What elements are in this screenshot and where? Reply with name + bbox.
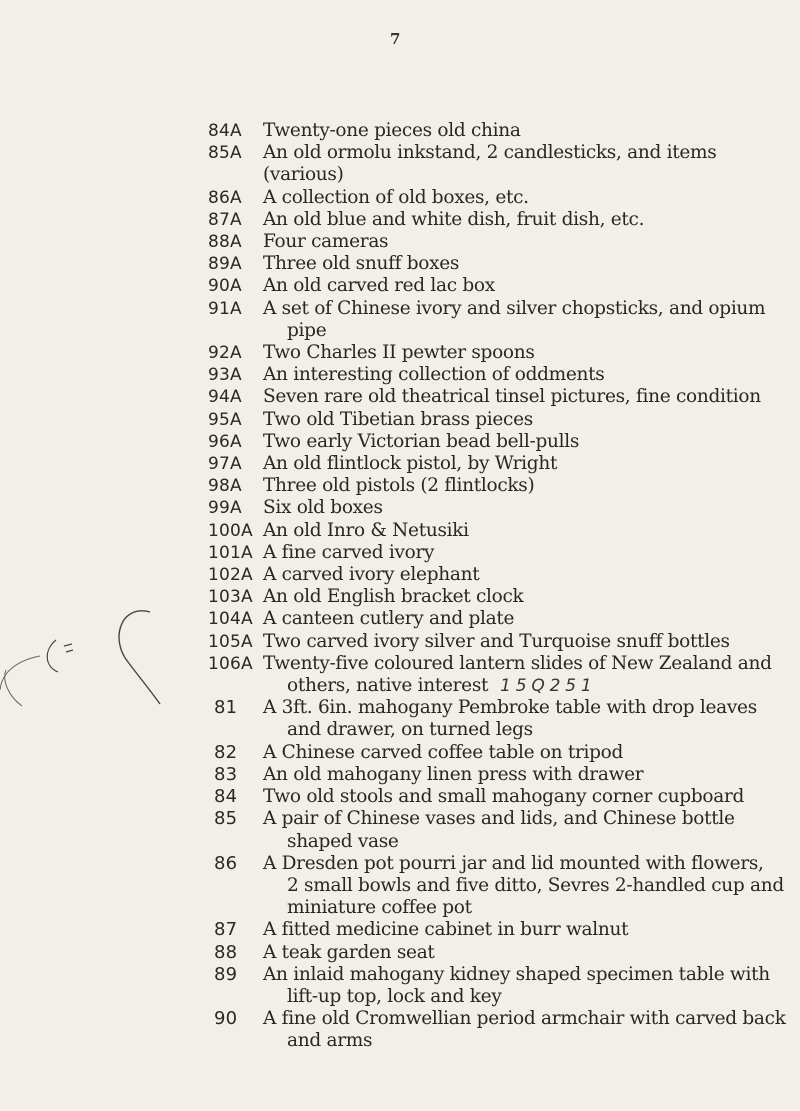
lot-number: 102A (208, 565, 253, 586)
lot-description-line: Twenty-five coloured lantern slides of New Zealand and (263, 652, 772, 674)
lot-number: 105A (208, 631, 253, 652)
lot-description-continuation (263, 875, 788, 897)
lot-description-line: A pair of Chinese vases and lids, and Chinese bottle (263, 808, 735, 830)
lot-entry (208, 697, 788, 741)
lot-description (263, 853, 788, 920)
lot-entry (208, 942, 788, 964)
lot-description-line: A fitted medicine cabinet in burr walnut (263, 919, 629, 941)
lot-description-continuation (263, 1030, 788, 1052)
lot-description (263, 608, 788, 630)
lot-number: 87 (214, 919, 238, 941)
lot-entry (208, 542, 788, 564)
lot-description (263, 808, 788, 852)
lot-entry (208, 853, 788, 920)
lot-description (263, 209, 788, 231)
lot-number: 89 (214, 963, 238, 985)
lot-number: 92A (208, 343, 242, 364)
lot-number: 87A (208, 209, 242, 230)
lot-number: 81 (214, 697, 238, 719)
lot-number: 99A (208, 498, 242, 519)
lot-description-line: A set of Chinese ivory and silver chopsticks, and opium (263, 297, 766, 319)
lot-entry (208, 808, 788, 852)
lot-number: 90A (208, 276, 242, 297)
lot-entry (208, 142, 788, 186)
lot-description-line: Four cameras (263, 231, 389, 253)
lot-list (208, 120, 788, 1053)
lot-number: 88A (208, 232, 242, 253)
lot-description-line: A collection of old boxes, etc. (263, 186, 529, 208)
lot-description (263, 586, 788, 608)
lot-description-line: An interesting collection of oddments (263, 364, 605, 386)
lot-number: 97A (208, 454, 242, 475)
page-number: 7 (390, 30, 401, 48)
lot-description-line: Two Charles II pewter spoons (263, 342, 535, 364)
lot-description (263, 919, 788, 941)
lot-number: 84 (214, 786, 238, 808)
lot-entry (208, 431, 788, 453)
margin-bracket-marking (0, 600, 210, 710)
lot-description-line: A 3ft. 6in. mahogany Pembroke table with drop leaves (263, 697, 757, 719)
lot-continuation-text: lift-up top, lock and key (287, 985, 502, 1007)
lot-description-continuation (263, 897, 788, 919)
lot-description (263, 453, 788, 475)
lot-description (263, 364, 788, 386)
lot-description-line: Three old pistols (2 flintlocks) (263, 475, 535, 497)
lot-description (263, 120, 788, 142)
lot-number: 86 (214, 852, 238, 874)
lot-entry (208, 520, 788, 542)
lot-number: 83 (214, 763, 238, 785)
lot-description-line: A Chinese carved coffee table on tripod (263, 741, 624, 763)
lot-description (263, 542, 788, 564)
lot-description-continuation (263, 719, 788, 741)
lot-entry (208, 475, 788, 497)
lot-entry (208, 209, 788, 231)
lot-description (263, 764, 788, 786)
lot-description (263, 409, 788, 431)
lot-description-line: Two old stools and small mahogany corner cupboard (263, 786, 745, 808)
lot-description-line: Two early Victorian bead bell-pulls (263, 430, 580, 452)
lot-description-line: A teak garden seat (263, 941, 435, 963)
lot-entry (208, 964, 788, 1008)
lot-description (263, 742, 788, 764)
lot-description (263, 697, 788, 741)
lot-number: 95A (208, 409, 242, 430)
lot-entry (208, 231, 788, 253)
lot-entry (208, 386, 788, 408)
lot-description-line: An old ormolu inkstand, 2 candlesticks, and items (various) (263, 142, 717, 186)
lot-description-line: A canteen cutlery and plate (263, 608, 515, 630)
lot-description (263, 475, 788, 497)
lot-entry (208, 253, 788, 275)
lot-description (263, 942, 788, 964)
lot-description (263, 631, 788, 653)
lot-description (263, 1008, 788, 1052)
lot-description (263, 786, 788, 808)
lot-entry (208, 187, 788, 209)
lot-continuation-text: others, native interest (287, 675, 489, 697)
lot-description-line: Seven rare old theatrical tinsel pictures, fine condition (263, 386, 761, 408)
handwritten-annotation: 1 5 Q 2 5 1 (500, 676, 592, 697)
lot-number: 96A (208, 431, 242, 452)
lot-number: 98A (208, 476, 242, 497)
lot-number: 91A (208, 298, 242, 319)
lot-number: 101A (208, 542, 253, 563)
lot-description (263, 386, 788, 408)
lot-description-line: Two carved ivory silver and Turquoise snuff bottles (263, 630, 730, 652)
lot-entry (208, 453, 788, 475)
lot-description (263, 231, 788, 253)
lot-continuation-text: 2 small bowls and five ditto, Sevres 2-handled cup and (287, 874, 784, 896)
lot-entry (208, 742, 788, 764)
lot-description (263, 964, 788, 1008)
lot-continuation-text: pipe (287, 319, 327, 341)
lot-number: 100A (208, 520, 253, 541)
lot-description (263, 298, 788, 342)
lot-number: 85 (214, 808, 238, 830)
lot-description (263, 520, 788, 542)
lot-description-line: Six old boxes (263, 497, 383, 519)
lot-description-line: Three old snuff boxes (263, 253, 460, 275)
lot-description-line: An old mahogany linen press with drawer (263, 763, 644, 785)
lot-entry (208, 364, 788, 386)
lot-description (263, 342, 788, 364)
lot-entry (208, 764, 788, 786)
lot-description-line: A Dresden pot pourri jar and lid mounted with flowers, (263, 852, 764, 874)
lot-description-line: A carved ivory elephant (263, 564, 480, 586)
lot-description-line: A fine carved ivory (263, 541, 435, 563)
lot-continuation-text: and arms (287, 1030, 373, 1052)
lot-description-line: An old blue and white dish, fruit dish, etc. (263, 208, 645, 230)
lot-number: 90 (214, 1008, 238, 1030)
lot-description (263, 187, 788, 209)
lot-number: 104A (208, 609, 253, 630)
lot-description-continuation (263, 675, 788, 697)
lot-description (263, 253, 788, 275)
lot-number: 86A (208, 187, 242, 208)
lot-description-line: An old English bracket clock (263, 586, 524, 608)
lot-description-line: A fine old Cromwellian period armchair with carved back (263, 1008, 786, 1030)
lot-entry (208, 1008, 788, 1052)
lot-description-continuation (263, 831, 788, 853)
lot-description (263, 431, 788, 453)
lot-entry (208, 653, 788, 697)
lot-entry (208, 342, 788, 364)
lot-continuation-text: and drawer, on turned legs (287, 719, 533, 741)
lot-continuation-text: miniature coffee pot (287, 897, 472, 919)
lot-description-line: An old carved red lac box (263, 275, 495, 297)
lot-entry (208, 120, 788, 142)
lot-entry (208, 409, 788, 431)
lot-number: 82 (214, 741, 238, 763)
lot-entry (208, 275, 788, 297)
lot-number: 103A (208, 587, 253, 608)
lot-description (263, 275, 788, 297)
lot-description-line: An inlaid mahogany kidney shaped specimen table with (263, 963, 770, 985)
lot-description-continuation (263, 986, 788, 1008)
lot-number: 88 (214, 941, 238, 963)
lot-description-line: An old Inro & Netusiki (263, 519, 469, 541)
lot-description (263, 653, 788, 697)
lot-description-line: Twenty-one pieces old china (263, 120, 521, 141)
lot-description-continuation (263, 320, 788, 342)
lot-number: 106A (208, 653, 253, 674)
lot-number: 94A (208, 387, 242, 408)
lot-entry (208, 631, 788, 653)
lot-description (263, 564, 788, 586)
lot-entry (208, 608, 788, 630)
lot-continuation-text: shaped vase (287, 830, 399, 852)
lot-entry (208, 564, 788, 586)
lot-description (263, 142, 788, 186)
lot-entry (208, 497, 788, 519)
lot-entry (208, 586, 788, 608)
lot-entry (208, 919, 788, 941)
lot-entry (208, 786, 788, 808)
lot-number: 84A (208, 121, 242, 141)
lot-description (263, 497, 788, 519)
lot-number: 85A (208, 143, 242, 164)
lot-entry (208, 298, 788, 342)
lot-description-line: Two old Tibetian brass pieces (263, 408, 533, 430)
lot-number: 93A (208, 365, 242, 386)
lot-number: 89A (208, 254, 242, 275)
lot-description-line: An old flintlock pistol, by Wright (263, 453, 558, 475)
